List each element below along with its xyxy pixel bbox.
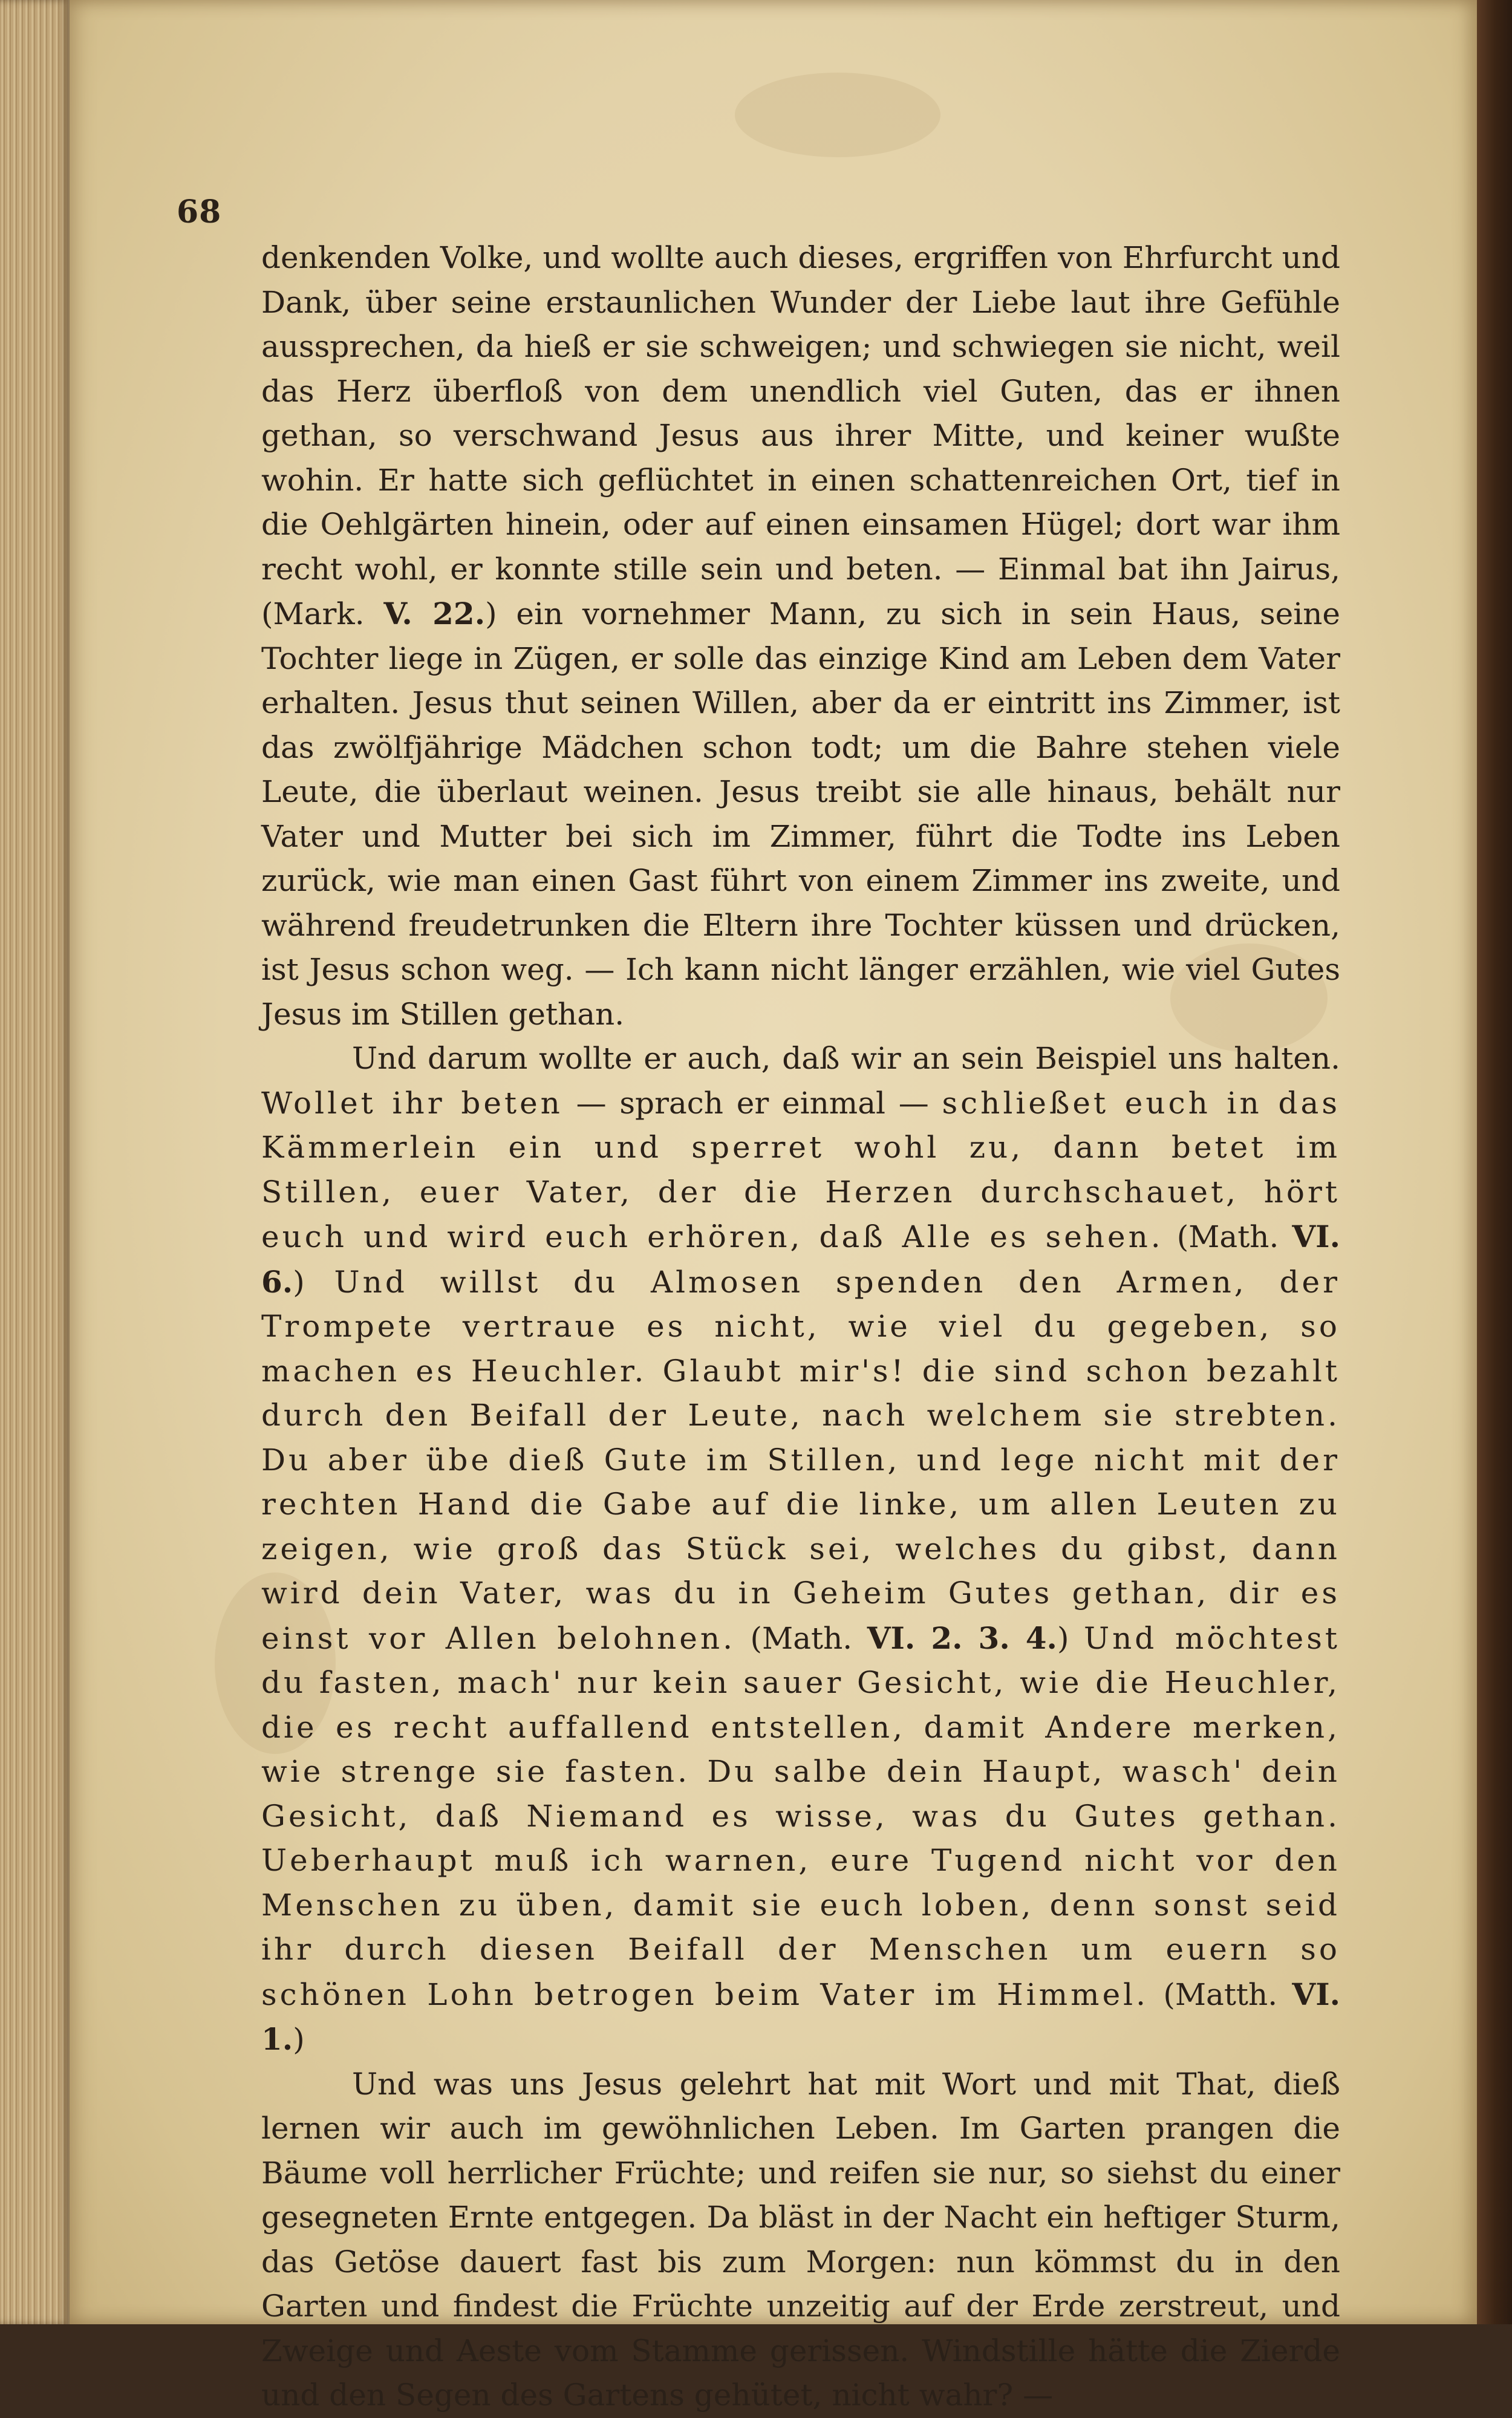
paragraph-3 <box>261 2062 1340 2418</box>
paper-stain <box>735 73 940 157</box>
spaced-quotation: Und möchtest du fasten, mach' nur kein sauer Gesicht, wie die Heuchler, die es recht auffallend entstellen, damit Andere merken, wie strenge sie fasten. Du salbe dein Haupt, wasch' dein Gesicht, daß Niemand es wisse, was du Gutes gethan. Ueberhaupt muß ich warnen, eure Tugend nicht vor den Menschen zu üben, damit sie euch loben, denn sonst seid ihr durch diesen Beifall der Menschen um euern so schönen Lohn betrogen beim Vater im Himmel. <box>261 1620 1340 2012</box>
text-run: ) <box>1057 1620 1084 1656</box>
spaced-quotation: Wollet ihr beten <box>261 1085 563 1121</box>
text-run: Und darum wollte er auch, daß wir an sein Beispiel uns halten. <box>352 1041 1340 1076</box>
scripture-reference: VI. 1. <box>261 1976 1340 2057</box>
text-run: (Matth. <box>1149 1976 1292 2012</box>
spaced-quotation: schließet euch in das Kämmerlein ein und sperret wohl zu, dann betet im Stillen, euer Vater, der die Herzen durchschauet, hört euch und wird euch erhören, daß Alle es sehen. <box>261 1085 1340 1254</box>
text-run: Und was uns Jesus gelehrt hat mit Wort und mit That, dieß lernen wir auch im gewöhnlichen Leben. Im Garten prangen die Bäume voll herrlicher Früchte; und reifen sie nur, so siehst du einer gesegneten Ernte entgegen. Da bläst in der Nacht ein heftiger Sturm, das Getöse dauert fast bis zum Morgen: nun kömmst du in den Garten und findest die Früchte unzeitig auf der Erde zerstreut, und Zweige und Aeste vom Stamme gerissen. Windstille hätte die Zierde und den Segen des Gartens gehütet, nicht wahr? — <box>261 2066 1340 2413</box>
book-cover-edge <box>1477 0 1512 2324</box>
spaced-quotation: Und willst du Almosen spenden den Armen, der Trompete vertraue es nicht, wie viel du gegeben, so machen es Heuchler. Glaubt mir's! die sind schon bezahlt durch den Beifall der Leute, nach welchem sie strebten. Du aber übe dieß Gute im Stillen, und lege nicht mit der rechten Hand die Gabe auf die linke, um allen Leuten zu zeigen, wie groß das Stück sei, welches du gibst, dann wird dein Vater, was du in Geheim Gutes gethan, dir es einst vor Allen belohnen. <box>261 1264 1341 1656</box>
scripture-reference: V. 22. <box>383 596 486 631</box>
paragraph-2 <box>261 1037 1340 2062</box>
text-run: ) <box>293 2022 305 2057</box>
scripture-reference: VI. 6. <box>261 1219 1340 1300</box>
text-run: ) ein vornehmer Mann, zu sich in sein Haus, seine Tochter liege in Zügen, er solle das einzige Kind am Leben dem Vater erhalten. Jesus thut seinen Willen, aber da er eintritt ins Zimmer, ist das zwölfjährige Mädchen schon todt; um die Bahre stehen viele Leute, die überlaut weinen. Jesus treibt sie alle hinaus, behält nur Vater und Mutter bei sich im Zimmer, führt die Todte ins Leben zurück, wie man einen Gast führt von einem Zimmer ins zweite, und während freudetrunken die Eltern ihre Tochter küssen und drücken, ist Jesus schon weg. — Ich kann nicht länger erzählen, wie viel Gutes Jesus im Stillen gethan. <box>261 596 1340 1032</box>
text-run: denkenden Volke, und wollte auch dieses, ergriffen von Ehrfurcht und Dank, über seine erstaunlichen Wunder der Liebe laut ihre Gefühle aussprechen, da hieß er sie schweigen; und schwiegen sie nicht, weil das Herz überfloß von dem unendlich viel Guten, das er ihnen gethan, so verschwand Jesus aus ihrer Mitte, und keiner wußte wohin. Er hatte sich geflüchtet in einen schattenreichen Ort, tief in die Oehlgärten hinein, oder auf einen einsamen Hügel; dort war ihm recht wohl, er konnte stille sein und beten. — Einmal bat ihn Jairus, (Mark. <box>261 240 1340 631</box>
text-run: — sprach er einmal — <box>562 1085 942 1121</box>
text-run: (Math. <box>735 1620 867 1656</box>
page-number: 68 <box>177 194 222 230</box>
text-run: ) <box>293 1264 334 1300</box>
text-run: (Math. <box>1163 1219 1292 1254</box>
paragraph-1 <box>261 236 1340 1037</box>
page-stack-edge <box>0 0 70 2324</box>
page-body <box>261 236 1340 2418</box>
scripture-reference: VI. 2. 3. 4. <box>867 1620 1057 1656</box>
